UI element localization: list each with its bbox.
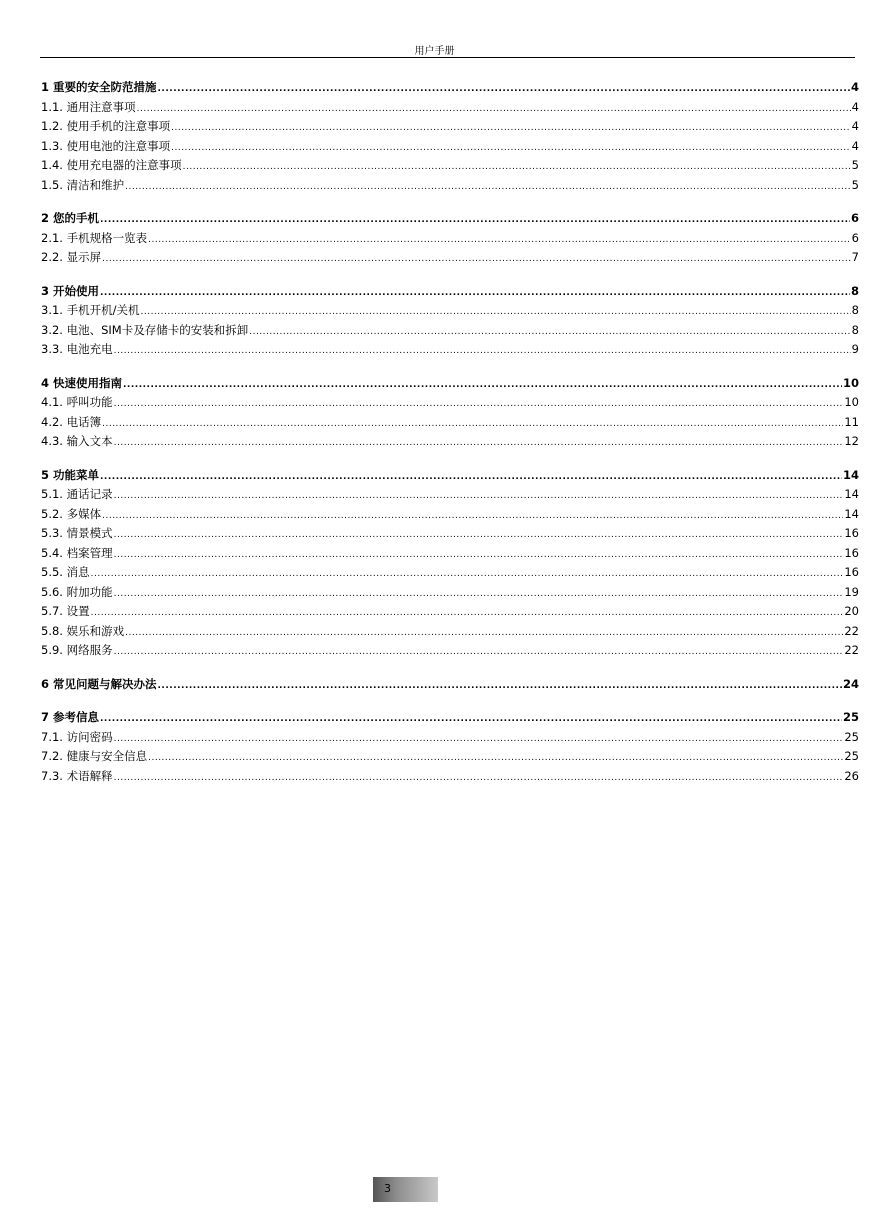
dot-leader xyxy=(171,120,851,138)
toc-entry-title: 1.2. 使用手机的注意事项 xyxy=(41,119,171,133)
dot-leader xyxy=(114,396,844,414)
dot-leader xyxy=(114,435,844,453)
toc-entry-title: 1 重要的安全防范措施 xyxy=(41,80,157,94)
toc-entry-page: 12 xyxy=(844,434,859,448)
toc-chapter-entry[interactable] xyxy=(41,79,859,99)
toc-chapter xyxy=(41,283,859,361)
toc-entry-title: 1.3. 使用电池的注意事项 xyxy=(41,138,171,153)
toc-section-entry[interactable] xyxy=(41,249,859,269)
dot-leader xyxy=(148,750,843,768)
toc-section-entry[interactable] xyxy=(41,302,859,322)
table-of-contents xyxy=(41,79,859,801)
toc-chapter xyxy=(41,676,859,696)
toc-section-entry[interactable] xyxy=(41,545,859,565)
toc-section-entry[interactable] xyxy=(41,138,859,158)
toc-section-entry[interactable] xyxy=(41,729,859,749)
toc-entry-title: 5.6. 附加功能 xyxy=(41,584,113,599)
toc-entry-page: 19 xyxy=(844,584,859,599)
toc-entry-page: 5 xyxy=(851,177,859,192)
toc-section-entry[interactable] xyxy=(41,748,859,768)
toc-entry-page: 22 xyxy=(844,643,859,657)
toc-section-entry[interactable] xyxy=(41,341,859,361)
toc-entry-title: 5.4. 档案管理 xyxy=(41,545,113,560)
dot-leader xyxy=(100,711,842,729)
dot-leader xyxy=(114,731,844,749)
toc-entry-title: 3.2. 电池、SIM卡及存储卡的安装和拆卸 xyxy=(41,322,249,337)
toc-entry-page: 4 xyxy=(851,138,859,153)
toc-entry-title: 1.5. 清洁和维护 xyxy=(41,177,125,192)
toc-section-entry[interactable] xyxy=(41,623,859,643)
toc-entry-title: 5.3. 情景模式 xyxy=(41,526,113,540)
dot-leader xyxy=(114,770,844,788)
dot-leader xyxy=(114,343,851,361)
toc-section-entry[interactable] xyxy=(41,603,859,623)
dot-leader xyxy=(148,232,851,250)
header-title: 用户手册 xyxy=(414,46,455,57)
toc-entry-title: 4.1. 呼叫功能 xyxy=(41,395,113,409)
dot-leader xyxy=(137,101,851,119)
toc-entry-title: 5.2. 多媒体 xyxy=(41,506,102,521)
toc-chapter-entry[interactable] xyxy=(41,467,859,487)
toc-entry-title: 2 您的手机 xyxy=(41,211,100,225)
toc-section-entry[interactable] xyxy=(41,525,859,545)
dot-leader xyxy=(114,644,844,662)
page-number: 3 xyxy=(384,1182,391,1195)
toc-entry-title: 3.3. 电池充电 xyxy=(41,342,113,356)
toc-entry-page: 22 xyxy=(844,623,859,638)
toc-entry-title: 7 参考信息 xyxy=(41,710,100,724)
toc-chapter-entry[interactable] xyxy=(41,676,859,696)
toc-chapter-entry[interactable] xyxy=(41,709,859,729)
toc-entry-page: 8 xyxy=(850,283,859,298)
toc-entry-title: 6 常见问题与解决办法 xyxy=(41,676,157,691)
toc-entry-title: 5 功能菜单 xyxy=(41,467,100,482)
toc-entry-page: 10 xyxy=(844,395,859,409)
toc-entry-title: 1.4. 使用充电器的注意事项 xyxy=(41,158,182,172)
toc-entry-page: 4 xyxy=(851,119,859,133)
toc-entry-page: 25 xyxy=(842,710,859,724)
toc-entry-page: 6 xyxy=(851,230,859,245)
toc-chapter xyxy=(41,375,859,453)
toc-entry-title: 3.1. 手机开机/关机 xyxy=(41,303,140,317)
toc-chapter-entry[interactable] xyxy=(41,283,859,303)
header-divider xyxy=(40,57,855,58)
dot-leader xyxy=(125,179,851,197)
toc-section-entry[interactable] xyxy=(41,414,859,434)
dot-leader xyxy=(114,547,844,565)
dot-leader xyxy=(91,566,844,584)
toc-entry-page: 8 xyxy=(851,303,859,317)
toc-entry-page: 4 xyxy=(851,99,859,114)
toc-entry-title: 4.2. 电话簿 xyxy=(41,414,102,429)
toc-entry-title: 5.5. 消息 xyxy=(41,565,90,579)
dot-leader xyxy=(114,586,844,604)
toc-entry-page: 10 xyxy=(842,375,859,390)
toc-chapter-entry[interactable] xyxy=(41,375,859,395)
dot-leader xyxy=(183,159,851,177)
toc-section-entry[interactable] xyxy=(41,564,859,584)
toc-chapter xyxy=(41,467,859,662)
toc-entry-page: 24 xyxy=(842,676,859,691)
dot-leader xyxy=(114,527,844,545)
toc-entry-page: 26 xyxy=(844,768,859,783)
toc-section-entry[interactable] xyxy=(41,506,859,526)
toc-entry-title: 3 开始使用 xyxy=(41,283,100,298)
toc-entry-title: 5.7. 设置 xyxy=(41,604,90,618)
toc-entry-page: 7 xyxy=(851,250,859,264)
toc-entry-title: 5.9. 网络服务 xyxy=(41,643,113,657)
dot-leader xyxy=(125,625,843,643)
toc-entry-page: 16 xyxy=(844,545,859,560)
toc-section-entry[interactable] xyxy=(41,157,859,177)
toc-entry-title: 7.2. 健康与安全信息 xyxy=(41,749,148,763)
toc-entry-page: 20 xyxy=(844,604,859,618)
toc-chapter-entry[interactable] xyxy=(41,210,859,230)
toc-chapter xyxy=(41,210,859,269)
dot-leader xyxy=(100,469,842,487)
toc-section-entry[interactable] xyxy=(41,584,859,604)
dot-leader xyxy=(140,304,850,322)
dot-leader xyxy=(123,377,842,395)
toc-section-entry[interactable] xyxy=(41,99,859,119)
toc-entry-page: 4 xyxy=(850,80,859,94)
toc-entry-page: 8 xyxy=(851,322,859,337)
toc-entry-title: 4.3. 输入文本 xyxy=(41,434,113,448)
dot-leader xyxy=(249,324,850,342)
dot-leader xyxy=(114,488,844,506)
dot-leader xyxy=(102,508,843,526)
toc-entry-title: 2.2. 显示屏 xyxy=(41,250,102,264)
toc-entry-page: 6 xyxy=(850,211,859,225)
dot-leader xyxy=(102,416,843,434)
toc-entry-title: 1.1. 通用注意事项 xyxy=(41,99,136,114)
toc-section-entry[interactable] xyxy=(41,433,859,453)
toc-section-entry[interactable] xyxy=(41,768,859,788)
page-number-box xyxy=(373,1177,438,1202)
toc-section-entry[interactable] xyxy=(41,642,859,662)
dot-leader xyxy=(102,251,851,269)
toc-entry-page: 14 xyxy=(844,487,859,501)
toc-chapter xyxy=(41,709,859,787)
toc-entry-title: 2.1. 手机规格一览表 xyxy=(41,230,148,245)
toc-entry-page: 16 xyxy=(844,526,859,540)
dot-leader xyxy=(100,285,850,303)
toc-entry-page: 14 xyxy=(844,506,859,521)
toc-entry-page: 25 xyxy=(844,749,859,763)
toc-entry-page: 11 xyxy=(844,414,859,429)
dot-leader xyxy=(158,678,842,696)
toc-entry-page: 25 xyxy=(844,729,859,744)
toc-entry-page: 9 xyxy=(851,342,859,356)
toc-entry-title: 4 快速使用指南 xyxy=(41,375,123,390)
toc-entry-page: 16 xyxy=(844,565,859,579)
toc-entry-title: 5.1. 通话记录 xyxy=(41,487,113,501)
toc-entry-page: 5 xyxy=(851,158,859,172)
dot-leader xyxy=(171,140,851,158)
dot-leader xyxy=(158,81,850,99)
toc-entry-page: 14 xyxy=(842,467,859,482)
toc-entry-title: 5.8. 娱乐和游戏 xyxy=(41,623,125,638)
dot-leader xyxy=(91,605,844,623)
toc-section-entry[interactable] xyxy=(41,322,859,342)
toc-entry-title: 7.3. 术语解释 xyxy=(41,768,113,783)
toc-chapter xyxy=(41,79,859,196)
toc-section-entry[interactable] xyxy=(41,486,859,506)
dot-leader xyxy=(100,212,850,230)
toc-entry-title: 7.1. 访问密码 xyxy=(41,729,113,744)
toc-section-entry[interactable] xyxy=(41,394,859,414)
toc-section-entry[interactable] xyxy=(41,230,859,250)
toc-section-entry[interactable] xyxy=(41,118,859,138)
toc-section-entry[interactable] xyxy=(41,177,859,197)
